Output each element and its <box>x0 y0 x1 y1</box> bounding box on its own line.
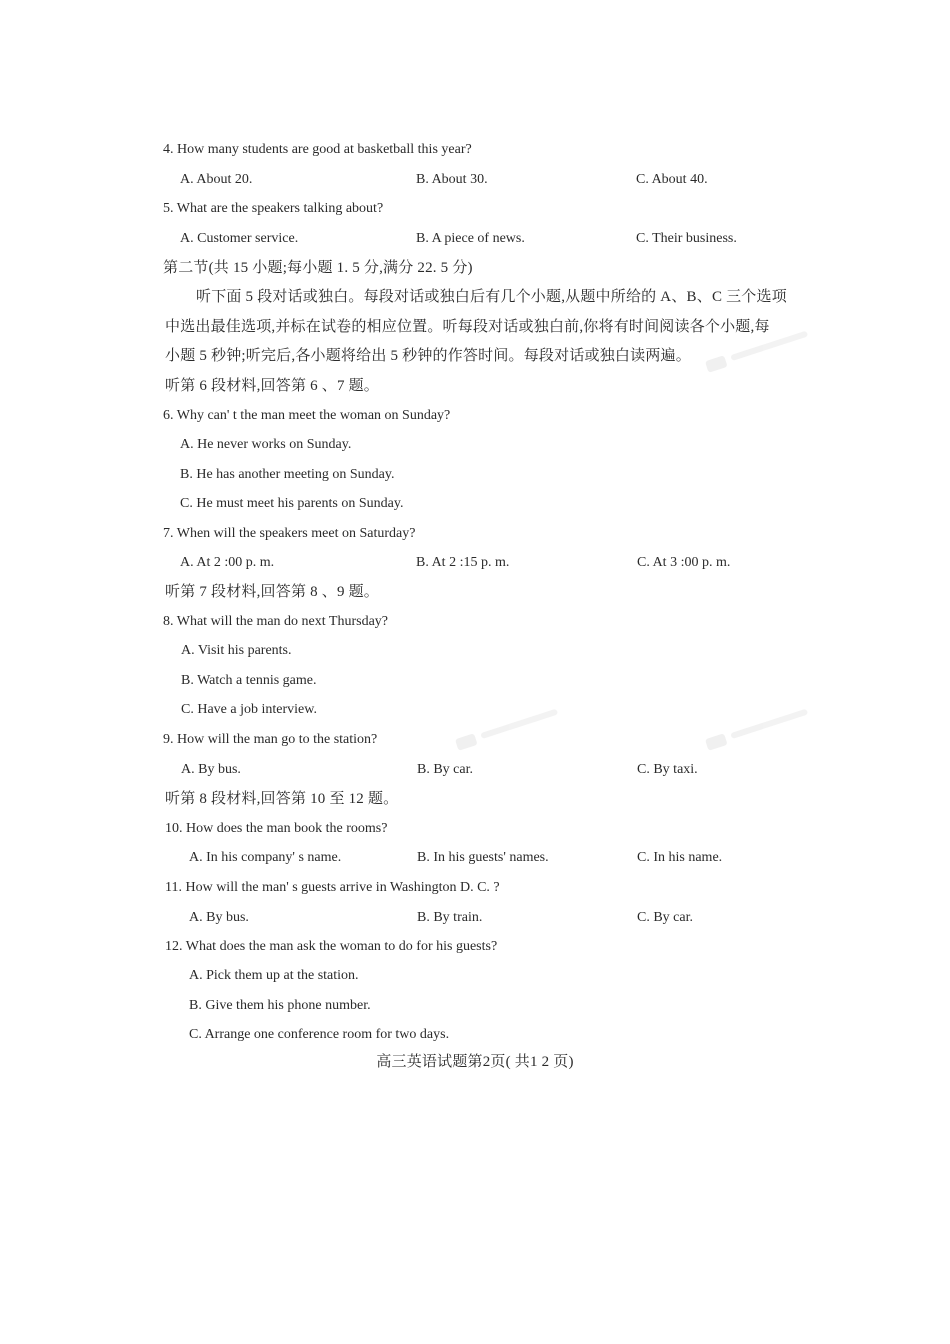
question-7-option-a: A. At 2 :00 p. m. <box>180 555 275 570</box>
question-12: 12. What does the man ask the woman to do for his guests? <box>165 939 498 954</box>
question-12-option-a: A. Pick them up at the station. <box>189 968 359 983</box>
question-4-option-b: B. About 30. <box>416 172 488 187</box>
question-4-option-c: C. About 40. <box>636 172 708 187</box>
question-10-option-b: B. In his guests' names. <box>417 850 549 865</box>
question-7-option-c: C. At 3 :00 p. m. <box>637 555 731 570</box>
question-11-option-c: C. By car. <box>637 910 693 925</box>
question-8-option-a: A. Visit his parents. <box>181 643 292 658</box>
material-7-label: 听第 7 段材料,回答第 8 、9 题。 <box>165 584 380 600</box>
question-4: 4. How many students are good at basketball this year? <box>163 142 472 157</box>
watermark-icon <box>704 702 817 761</box>
question-9-option-b: B. By car. <box>417 762 473 777</box>
question-6-option-b: B. He has another meeting on Sunday. <box>180 467 395 482</box>
watermark-icon <box>454 702 567 761</box>
material-8-label: 听第 8 段材料,回答第 10 至 12 题。 <box>165 791 399 807</box>
question-5-option-c: C. Their business. <box>636 231 737 246</box>
question-12-option-b: B. Give them his phone number. <box>189 998 371 1013</box>
question-9: 9. How will the man go to the station? <box>163 732 378 747</box>
question-11-option-a: A. By bus. <box>189 910 249 925</box>
question-10-option-c: C. In his name. <box>637 850 723 865</box>
question-11-option-b: B. By train. <box>417 910 483 925</box>
question-9-option-a: A. By bus. <box>181 762 241 777</box>
instructions-line-2: 中选出最佳选项,并标在试卷的相应位置。听每段对话或独白前,你将有时间阅读各个小题,每 <box>165 319 770 335</box>
question-7-option-b: B. At 2 :15 p. m. <box>416 555 510 570</box>
question-10: 10. How does the man book the rooms? <box>165 821 388 836</box>
question-6-option-c: C. He must meet his parents on Sunday. <box>180 496 404 511</box>
section-heading: 第二节(共 15 小题;每小题 1. 5 分,满分 22. 5 分) <box>163 260 473 276</box>
material-6-label: 听第 6 段材料,回答第 6 、7 题。 <box>165 378 380 394</box>
question-6: 6. Why can' t the man meet the woman on Sunday? <box>163 408 451 423</box>
question-4-option-a: A. About 20. <box>180 172 253 187</box>
page-footer: 高三英语试题第2页( 共1 2 页) <box>376 1054 574 1070</box>
question-8: 8. What will the man do next Thursday? <box>163 614 388 629</box>
question-5: 5. What are the speakers talking about? <box>163 201 384 216</box>
question-12-option-c: C. Arrange one conference room for two days. <box>189 1027 450 1042</box>
question-5-option-b: B. A piece of news. <box>416 231 525 246</box>
question-9-option-c: C. By taxi. <box>637 762 698 777</box>
instructions-line-3: 小题 5 秒钟;听完后,各小题将给出 5 秒钟的作答时间。每段对话或独白读两遍。 <box>165 348 691 364</box>
question-7: 7. When will the speakers meet on Saturday? <box>163 526 416 541</box>
question-11: 11. How will the man' s guests arrive in Washington D. C. ? <box>165 880 500 895</box>
question-8-option-c: C. Have a job interview. <box>181 702 317 717</box>
question-6-option-a: A. He never works on Sunday. <box>180 437 352 452</box>
question-5-option-a: A. Customer service. <box>180 231 299 246</box>
question-10-option-a: A. In his company' s name. <box>189 850 342 865</box>
instructions-line-1: 听下面 5 段对话或独白。每段对话或独白后有几个小题,从题中所给的 A、B、C 三个选项 <box>196 289 787 305</box>
question-8-option-b: B. Watch a tennis game. <box>181 673 317 688</box>
